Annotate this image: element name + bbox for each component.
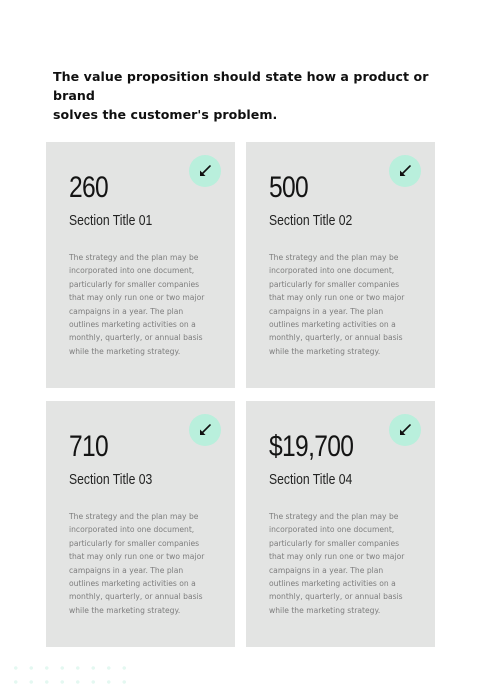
description-line: campaigns in a year. The plan [269, 565, 384, 575]
section-title: Section Title 03 [69, 472, 153, 488]
intro-line-2: solves the customer's problem. [53, 107, 278, 122]
description-line: particularly for smaller companies [69, 279, 200, 289]
section-title: Section Title 04 [269, 472, 353, 488]
section-description [269, 251, 421, 358]
stat-card-02 [246, 142, 435, 388]
description-line: while the marketing strategy. [269, 346, 381, 356]
description-line: particularly for smaller companies [269, 538, 400, 548]
description-line: that may only run one or two major [69, 293, 205, 303]
stat-number: $19,700 [269, 430, 354, 463]
arrow-down-left-icon [198, 423, 212, 437]
description-line: while the marketing strategy. [69, 605, 181, 615]
section-description [69, 510, 221, 617]
description-line: monthly, quarterly, or annual basis [69, 333, 203, 343]
description-line: The strategy and the plan may be [269, 512, 399, 521]
intro-line-1: The value proposition should state how a product or brand [53, 69, 429, 103]
description-line: particularly for smaller companies [69, 538, 200, 548]
stat-number: 710 [69, 430, 109, 463]
arrow-down-left-icon [398, 423, 412, 437]
description-line: incorporated into one document, [269, 525, 395, 535]
section-title: Section Title 02 [269, 213, 353, 229]
description-line: campaigns in a year. The plan [269, 306, 384, 316]
section-description [269, 510, 421, 617]
description-line: monthly, quarterly, or annual basis [269, 333, 403, 343]
description-line: incorporated into one document, [269, 266, 395, 276]
description-line: that may only run one or two major [269, 552, 405, 562]
description-line: The strategy and the plan may be [69, 253, 199, 262]
description-line: The strategy and the plan may be [69, 512, 199, 521]
description-line: while the marketing strategy. [269, 605, 381, 615]
stat-card-01 [46, 142, 235, 388]
description-line: The strategy and the plan may be [269, 253, 399, 262]
description-line: outlines marketing activities on a [69, 579, 196, 589]
arrow-button[interactable] [189, 414, 221, 446]
arrow-button[interactable] [389, 155, 421, 187]
description-line: monthly, quarterly, or annual basis [269, 592, 403, 602]
decorative-dot-pattern [8, 661, 128, 693]
arrow-button[interactable] [389, 414, 421, 446]
description-line: campaigns in a year. The plan [69, 306, 184, 316]
description-line: monthly, quarterly, or annual basis [69, 592, 203, 602]
section-description [69, 251, 221, 358]
stat-card-03 [46, 401, 235, 647]
description-line: while the marketing strategy. [69, 346, 181, 356]
stat-number: 260 [69, 171, 109, 204]
description-line: campaigns in a year. The plan [69, 565, 184, 575]
description-line: that may only run one or two major [269, 293, 405, 303]
description-line: particularly for smaller companies [269, 279, 400, 289]
arrow-button[interactable] [189, 155, 221, 187]
section-title: Section Title 01 [69, 213, 153, 229]
arrow-down-left-icon [398, 164, 412, 178]
description-line: outlines marketing activities on a [269, 320, 396, 330]
arrow-down-left-icon [198, 164, 212, 178]
description-line: that may only run one or two major [69, 552, 205, 562]
description-line: incorporated into one document, [69, 266, 195, 276]
description-line: outlines marketing activities on a [269, 579, 396, 589]
stat-number: 500 [269, 171, 309, 204]
stat-card-04 [246, 401, 435, 647]
description-line: incorporated into one document, [69, 525, 195, 535]
description-line: outlines marketing activities on a [69, 320, 196, 330]
intro-heading [53, 67, 433, 124]
